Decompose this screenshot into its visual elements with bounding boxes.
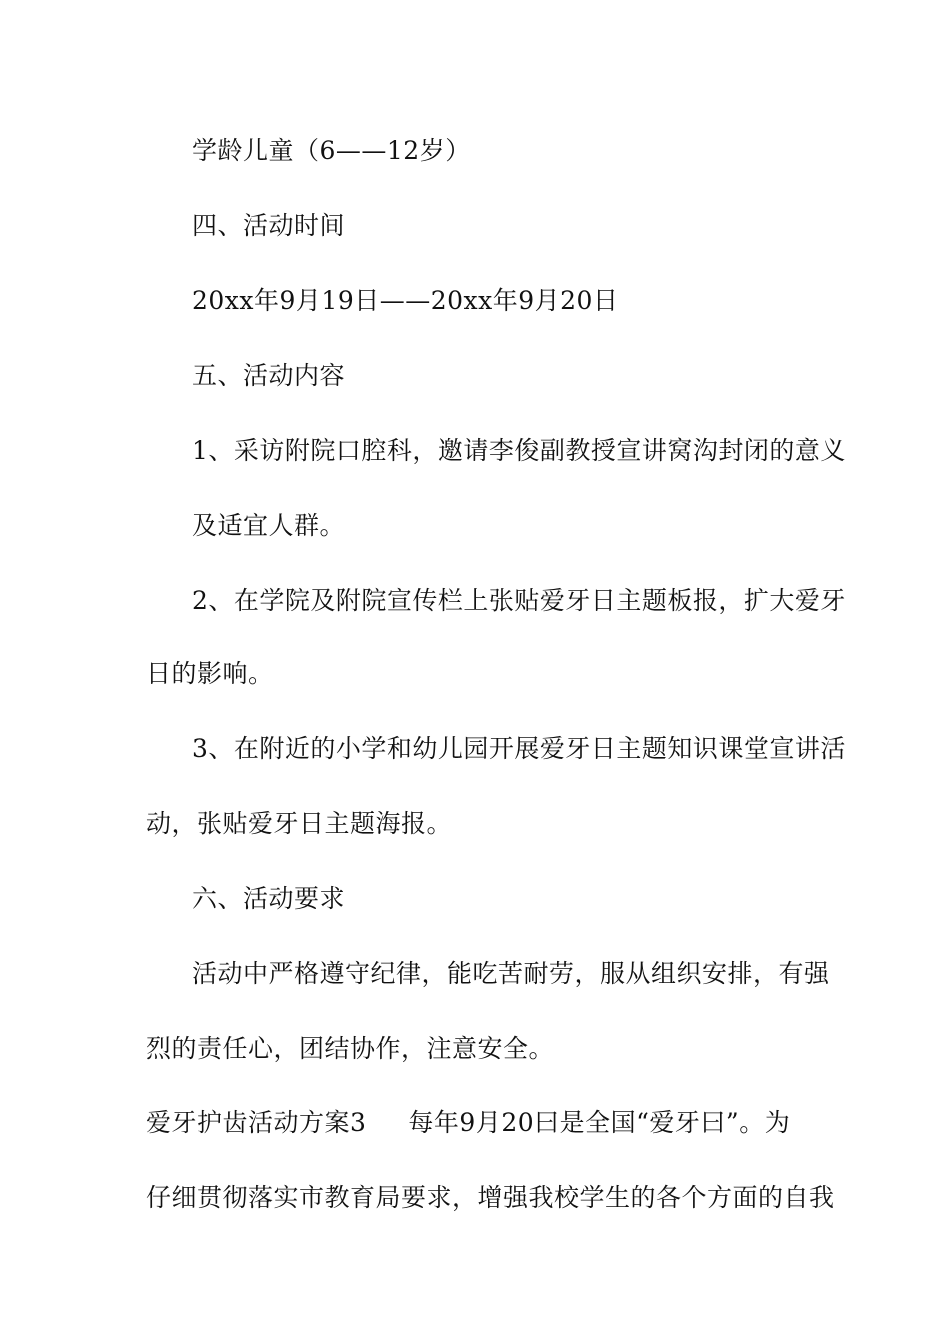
text-line-requirements-cont: 烈的责任心，团结协作，注意安全。 — [146, 1034, 555, 1063]
heading-activity-time: 四、活动时间 — [192, 211, 346, 240]
text-line-item-2: 2、在学院及附院宣传栏上张贴爱牙日主题板报，扩大爱牙 — [192, 586, 846, 615]
text-line-age-group: 学龄儿童（6——12岁） — [192, 136, 471, 165]
text-line-item-2-cont: 日的影响。 — [146, 659, 274, 688]
text-line-plan-3 — [146, 1107, 790, 1139]
text-line-item-3-cont: 动，张贴爱牙日主题海报。 — [146, 809, 453, 838]
text-line-plan-3-cont: 仔细贯彻落实市教育局要求，增强我校学生的各个方面的自我 — [146, 1183, 835, 1212]
heading-activity-requirements: 六、活动要求 — [192, 884, 346, 913]
text-line-item-3: 3、在附近的小学和幼儿园开展爱牙日主题知识课堂宣讲活 — [192, 734, 846, 763]
text-plan-3-intro: 每年9月20曰是全国“爱牙曰”。为 — [408, 1108, 791, 1137]
text-line-date-range: 20xx年9月19日——20xx年9月20日 — [192, 286, 619, 315]
text-line-item-1-cont: 及适宜人群。 — [192, 511, 346, 540]
text-line-requirements: 活动中严格遵守纪律，能吃苦耐劳，服从组织安排，有强 — [192, 959, 830, 988]
heading-activity-content: 五、活动内容 — [192, 361, 346, 390]
section-title-plan-3: 爱牙护齿活动方案3 — [146, 1108, 367, 1137]
text-line-item-1: 1、采访附院口腔科，邀请李俊副教授宣讲窝沟封闭的意义 — [192, 436, 846, 465]
